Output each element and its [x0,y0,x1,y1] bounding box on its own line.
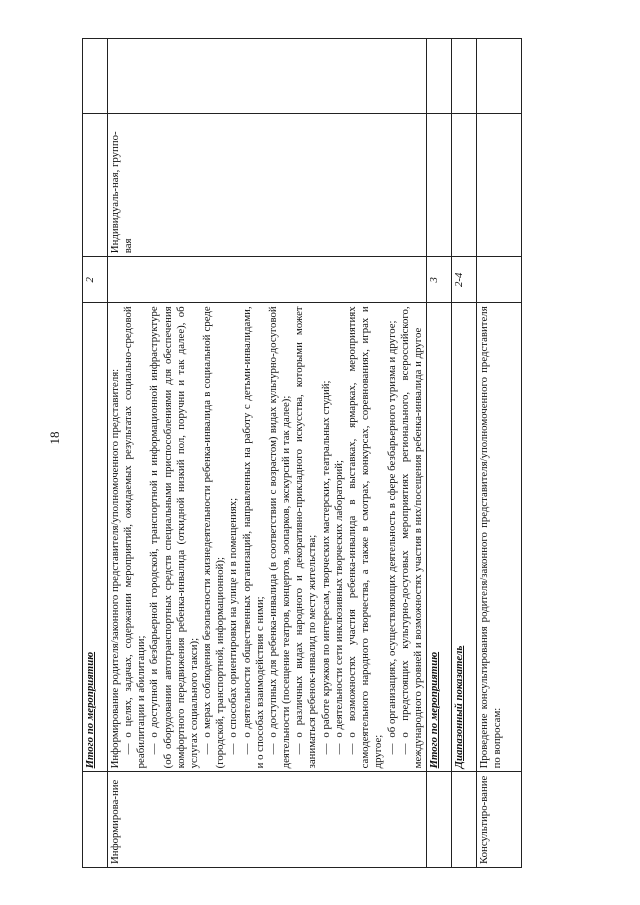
cell-empty [451,114,476,257]
page-number: 18 [47,431,62,445]
table-row [107,39,426,868]
cell-empty [427,114,452,257]
informing-intro: Информирование родителя/законного представителя/уполномоченного представителя: [108,368,121,769]
list-item: —о способах ориентировки на улице и в помещениях; [227,497,240,755]
cell-empty [83,39,108,114]
list-item: —о мерах соблюдения безопасности жизнедеятельности ребенка-инвалида в социальной среде (городской, транспортной, информационной); [201,306,227,769]
cell-empty [107,257,426,303]
cell-empty [476,39,521,114]
cell-empty [83,772,108,868]
cell-empty [451,39,476,114]
list-item: —о работе кружков по интересам, творческих мастерских, театральных студий; [319,380,332,755]
table-row [476,39,521,868]
cell-empty [476,114,521,257]
list-item: —о различных видах народного и декоративно-прикладного искусства, которыми может заниматься ребенок-инвалид по месту жительства; [293,306,319,769]
consulting-title: Консультиро-вание [476,772,521,868]
cell-empty [83,114,108,257]
cell-empty [427,772,452,868]
list-item: —о доступной и безбарьерной городской, транспортной и информационной инфраструктуре (об оборудовании автотранспортных средств специальными приспособлениями для обеспечения комфортного передвижения ребенка-инвалида (откидной низкий пол, поручни и так далее), об услугах социального такси); [148,306,200,769]
list-item: —о возможностях участия ребенка-инвалида в выставках, ярмарках, мероприятиях самодеятельного народного творчества, а также в смотрах, конкурсах, соревнованиях, играх и другое; [345,306,385,769]
list-item: —о деятельности сети инклюзивных творческих лабораторий; [332,459,345,755]
informing-description [107,303,426,772]
informing-range-value: 2-4 [451,257,476,303]
cell-empty [427,39,452,114]
list-item: —о деятельности общественных организаций, направленных на работу с детьми-инвалидами, и о способах взаимодействия с ними; [240,306,266,769]
consulting-description [476,303,521,772]
table-row [83,39,108,868]
list-item: —об организациях, осуществляющих деятельность в сфере безбарьерного туризма и другое; [385,320,398,755]
informing-total-value: 3 [427,257,452,303]
list-item: —о целях, задачах, содержании мероприятий, ожидаемых результатах социально-средовой реабилитации и абилитации; [122,306,148,769]
informing-title: Информирова-ние [107,772,426,868]
consulting-text: Проведение консультирования родителя/законного представителя/уполномоченного представителя по вопросам: [477,306,503,769]
informing-format: Индивидуаль-ная, группо-вая [107,114,426,257]
table-row [427,39,452,868]
rotated-document [82,38,522,868]
list-item: —о предстоящих культурно-досуговых мероприятиях регионального, всероссийского, международного уровней и возможностях участия в них/посещения ребенка-инвалида и другое [398,306,424,769]
table-row [451,39,476,868]
header-column-number: 2 [83,257,108,303]
cell-empty [451,772,476,868]
informing-range-label: Диапазонный показатель [451,303,476,772]
informing-total-label: Итого по мероприятию [427,303,452,772]
header-itogo-label: Итого по мероприятию [83,303,108,772]
services-table [82,38,522,868]
cell-empty [107,39,426,114]
list-item: —о доступных для ребенка-инвалида (в соответствии с возрастом) видах культурно-досуговой деятельности (посещение театров, концертов, зоопарков, экскурсий и так далее); [266,306,293,769]
cell-empty [476,257,521,303]
